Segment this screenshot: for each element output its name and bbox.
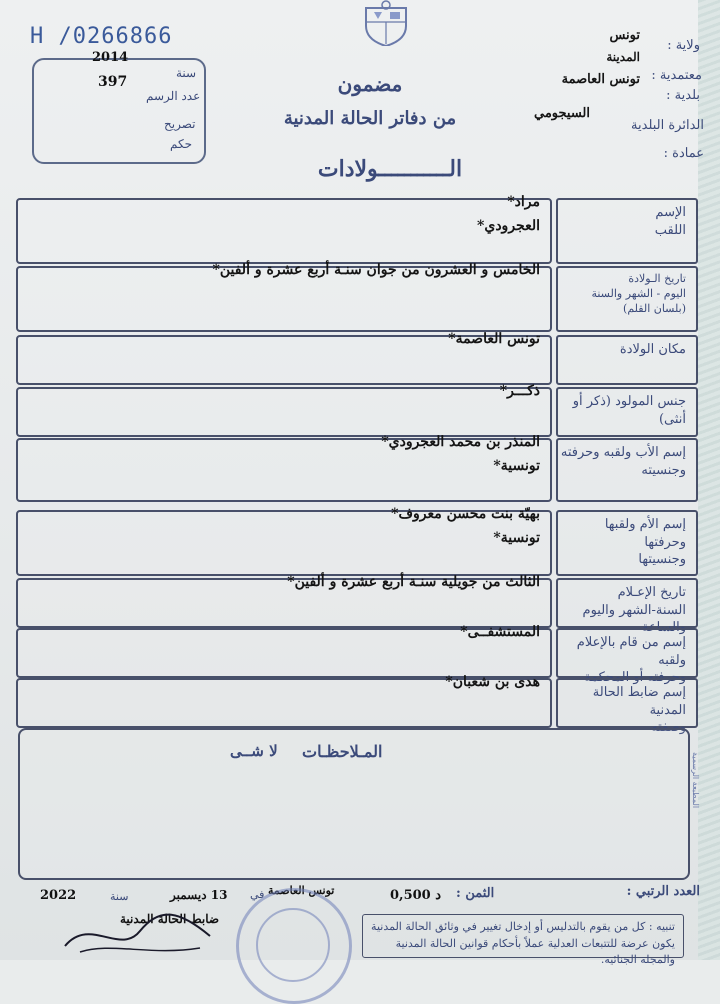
record-value: مراد*: [507, 194, 540, 210]
price-value: 0,500 د: [390, 888, 442, 903]
record-value: تونس العاصمة*: [448, 331, 540, 347]
judgment-label: حكم: [170, 137, 193, 151]
signature-icon: [60, 906, 220, 964]
title-line1: مضمون: [337, 72, 403, 96]
baladiya-label: بلدية :: [666, 88, 700, 103]
issue-year: 2022: [40, 888, 77, 903]
issue-date: 13 ديسمبر: [170, 888, 228, 902]
record-value: تونسية*: [493, 458, 540, 474]
record-value: الثالث من جويلية سنـة أربع عشرة و ألفين*: [287, 574, 540, 590]
record-label: إسم الأب ولقبه وحرفته وجنسيته: [560, 445, 686, 478]
record-label: إسم الأم ولقبها وحرفتها وجنسيتها: [604, 517, 686, 568]
record-label: إسم من قام بالإعلام ولقبه وحرفته أو المحكمة: [576, 635, 686, 686]
record-label: مكان الولادة: [619, 342, 686, 357]
wilaya-label: ولاية :: [667, 38, 700, 53]
notice-box: تنبيه : كل من يقوم بالتدليس أو إدخال تغيير في وثائق الحالة المدنية يكون عرضة للتتبعات العدلية عملاً بأحكام قوانين الحالة المدنية والمجلة الجنائية.: [362, 914, 684, 958]
serial-number: H /0266866: [30, 24, 173, 49]
record-label: الإسم اللقب: [654, 205, 686, 238]
district-label: الدائرة البلدية: [631, 118, 704, 133]
record-value: المنذر بن محمد العجرودي*: [381, 434, 540, 450]
order-number-label: العدد الرتبي :: [626, 884, 700, 899]
omda-label: عمادة :: [663, 146, 704, 161]
record-value: تونسية*: [493, 530, 540, 546]
printer-mark: المطبعة الرسمية: [691, 752, 700, 809]
remarks-value: لا شــى: [230, 742, 278, 760]
record-label: جنس المولود (ذكر أو أنثى): [572, 394, 686, 427]
fee-value: 397: [98, 74, 128, 90]
declaration-label: تصريح: [164, 117, 196, 131]
record-value: ذكـــر*: [499, 383, 540, 399]
record-value: هدى بن شعبان*: [445, 674, 540, 690]
district-value: السيجومي: [534, 106, 590, 121]
record-label: تاريخ الإعـلام السنة-الشهر واليوم والساعة: [582, 585, 686, 636]
official-stamp-inner: [256, 908, 330, 982]
year-label-footer: سنة: [110, 890, 129, 903]
remarks-label: المـلاحظـات: [302, 742, 383, 761]
fee-label: عدد الرسم: [146, 89, 201, 103]
officer-label: ضابط الحالة المدنية: [120, 912, 220, 926]
mutamadiya-value: تونس العاصمة: [561, 72, 640, 87]
issue-place: تونس العاصمة: [268, 884, 335, 897]
record-value: الخامس و العشرون من جوان سنـة أربع عشرة و ألفين*: [212, 262, 540, 278]
wilaya-value: تونس: [609, 28, 640, 43]
record-label: إسم ضابط الحالة المدنية وصفته: [592, 685, 686, 736]
paper-edge-pattern: [698, 0, 720, 960]
year-label: سنة: [176, 66, 197, 80]
record-label: تاريخ الـولادة اليوم - الشهر والسنة (بلسان القلم): [591, 272, 686, 315]
record-value: العجرودي*: [477, 218, 540, 234]
record-value: بهيّة بنت محسن معروف*: [391, 506, 540, 522]
mutamadiya-label: معتمدية :: [651, 68, 702, 83]
section-title: الـــــــــــولادات: [317, 156, 463, 182]
coat-of-arms-icon: [360, 0, 412, 50]
city-value: المدينة: [606, 50, 640, 64]
date-prefix: في: [250, 888, 265, 901]
title-line2: من دفاتر الحالة المدنية: [283, 108, 457, 129]
price-label: الثمن :: [456, 886, 495, 901]
record-value: المستشفــى*: [460, 624, 540, 640]
year-value: 2014: [92, 50, 129, 65]
